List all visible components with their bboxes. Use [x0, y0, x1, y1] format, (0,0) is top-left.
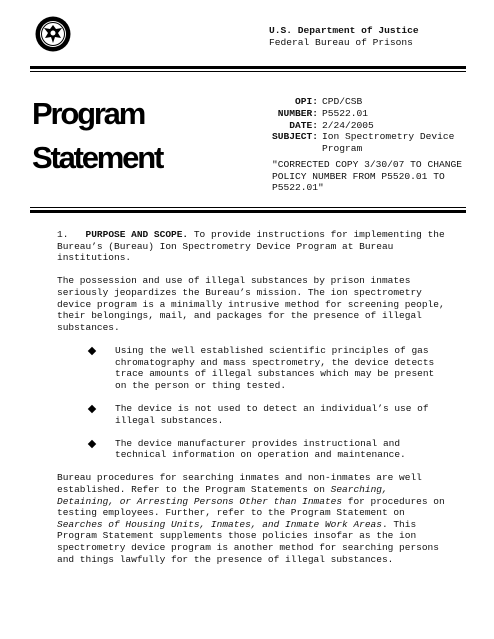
bullet-text: The device is not used to detect an individual’s use of illegal substances.	[115, 402, 429, 426]
bullet-text: The device manufacturer provides instructional and technical information on operation and maintenance.	[115, 437, 406, 461]
subject-label: SUBJECT:	[271, 131, 318, 143]
paragraph-3	[57, 472, 449, 565]
opi-value: CPD/CSB	[322, 96, 363, 107]
doj-seal-icon	[35, 16, 71, 52]
top-divider	[30, 66, 466, 69]
paragraph-3-text-3: . This Program Statement supplements those policies insofar as the ion spectrometry device program is another method for searching persons and things lawfully for the presence of illegal substances.	[57, 518, 439, 565]
meta-labels	[258, 96, 318, 143]
diamond-bullet-icon	[88, 439, 96, 447]
agency-header	[269, 25, 419, 49]
subject-value: Ion Spectrometry Device Program	[322, 131, 455, 155]
number-value: P5522.01	[322, 107, 369, 119]
correction-note: "CORRECTED COPY 3/30/07 TO CHANGE POLICY NUMBER FROM P5520.01 TO P5522.01"	[272, 159, 462, 194]
referenced-title-1: Searching, Detaining, or Arresting Persons Other than Inmates	[57, 484, 388, 507]
bullet-item	[57, 438, 449, 461]
title-line-2: Statement	[32, 140, 163, 175]
document-body	[57, 229, 449, 577]
section-1-paragraph	[57, 229, 449, 264]
bottom-divider-thin	[30, 207, 466, 208]
title-line-1: Program	[32, 96, 145, 131]
opi-label: OPI:	[294, 96, 318, 107]
bullet-text: Using the well established scientific principles of gas chromatography and mass spectrometry, the device detects trace amounts of illegal substances which may be present on the person or thing tested.	[115, 344, 435, 391]
section-number: 1.	[57, 229, 69, 240]
number-label: NUMBER:	[277, 107, 318, 119]
meta-values	[322, 96, 472, 155]
bullet-list	[57, 345, 449, 461]
paragraph-3-text-2: for procedures on testing employees. Further, refer to the Program Statement on	[57, 495, 445, 519]
top-divider-thin	[30, 71, 466, 72]
section-text: To provide instructions for implementing the Bureau’s (Bureau) Ion Spectrometry Device Program at Bureau institutions.	[57, 229, 445, 264]
diamond-bullet-icon	[88, 405, 96, 413]
department-name: U.S. Department of Justice	[269, 25, 419, 36]
bottom-divider	[30, 210, 466, 213]
bullet-item	[57, 345, 449, 391]
referenced-title-2: Searches of Housing Units, Inmates, and Inmate Work Areas	[57, 518, 382, 530]
bureau-name: Federal Bureau of Prisons	[269, 37, 413, 48]
bullet-item	[57, 403, 449, 426]
paragraph-3-text-1: Bureau procedures for searching inmates and non-inmates are well established. Refer to the Program Statements on	[57, 472, 422, 496]
date-value: 2/24/2005	[322, 119, 374, 131]
document-title	[32, 92, 162, 180]
diamond-bullet-icon	[88, 347, 96, 355]
section-heading: PURPOSE AND SCOPE.	[85, 229, 189, 240]
paragraph-2: The possession and use of illegal substances by prison inmates seriously jeopardizes the Bureau’s mission. The ion spectrometry device program is a minimally intrusive method for screening people, their belongings, mail, and packages for the presence of illegal substances.	[57, 275, 445, 333]
date-label: DATE:	[289, 119, 318, 131]
